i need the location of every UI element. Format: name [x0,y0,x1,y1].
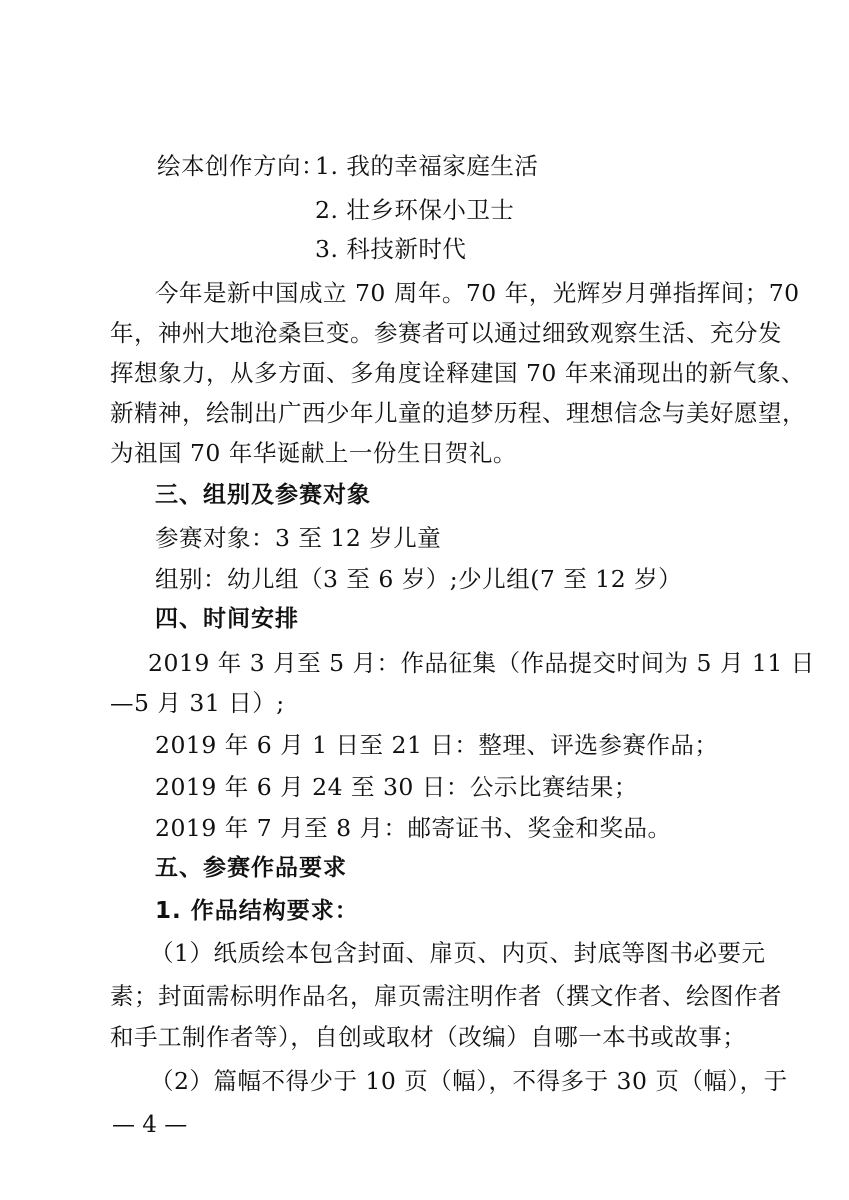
paragraph-line: 挥想象力，从多方面、多角度诠释建国 70 年来涌现出的新气象、 [110,359,805,387]
direction-label: 绘本创作方向： [157,152,325,180]
subsection-heading: 1. 作品结构要求： [155,898,359,924]
paragraph-line: （1）纸质绘本包含封面、扉页、内页、封底等图书必要元 [150,939,766,967]
paragraph-line: 参赛对象：3 至 12 岁儿童 [155,524,442,552]
direction-item: 1. 我的幸福家庭生活 [315,152,539,180]
section-heading: 三、组别及参赛对象 [155,482,371,508]
paragraph-line: 新精神，绘制出广西少年儿童的追梦历程、理想信念与美好愿望， [110,399,806,427]
direction-item: 3. 科技新时代 [315,235,467,263]
section-heading: 四、时间安排 [155,606,299,632]
schedule-line: 2019 年 6 月 24 至 30 日：公示比赛结果； [155,773,638,801]
paragraph-line: （2）篇幅不得少于 10 页（幅），不得多于 30 页（幅），于 [150,1067,788,1095]
paragraph-line: 和手工制作者等），自创或取材（改编）自哪一本书或故事； [110,1023,747,1051]
paragraph-line: 素；封面需标明作品名，扉页需注明作者（撰文作者、绘图作者 [110,982,782,1010]
paragraph-line: 年，神州大地沧桑巨变。参赛者可以通过细致观察生活、充分发 [110,319,782,347]
schedule-line: —5 月 31 日）; [110,689,285,717]
direction-item: 2. 壮乡环保小卫士 [315,196,515,224]
paragraph-line: 组别：幼儿组（3 至 6 岁）;少儿组(7 至 12 岁） [155,565,683,593]
schedule-line: 2019 年 7 月至 8 月：邮寄证书、奖金和奖品。 [155,814,672,842]
paragraph-line: 今年是新中国成立 70 周年。70 年，光辉岁月弹指挥间；70 [155,279,800,307]
schedule-line: 2019 年 3 月至 5 月：作品征集（作品提交时间为 5 月 11 日 [148,649,815,677]
section-heading: 五、参赛作品要求 [155,855,347,881]
schedule-line: 2019 年 6 月 1 日至 21 日：整理、评选参赛作品； [155,731,719,759]
paragraph-line: 为祖国 70 年华诞献上一份生日贺礼。 [110,439,517,467]
page-number: — 4 — [112,1112,188,1138]
